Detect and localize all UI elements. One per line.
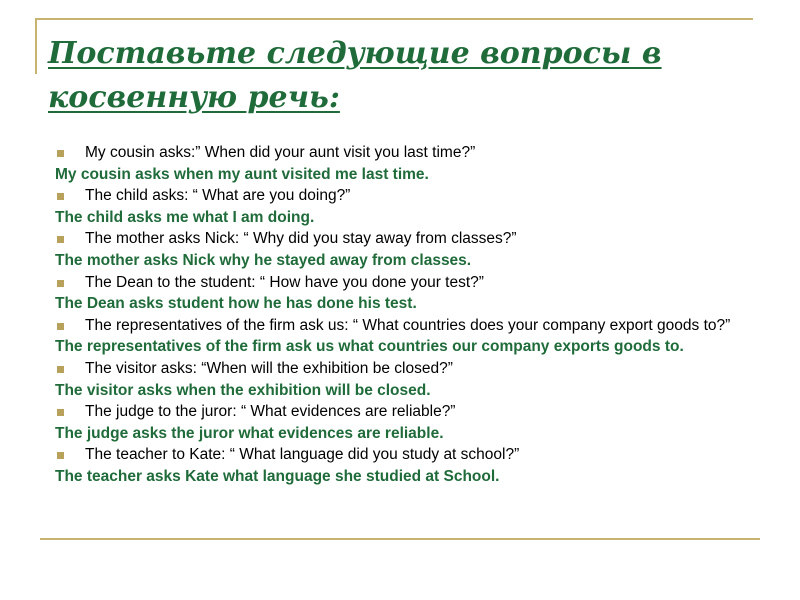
- question-item-1: [55, 143, 760, 163]
- question-text: The Dean to the student: “ How have you done your test?”: [85, 273, 484, 291]
- question-item-2: [55, 186, 760, 206]
- square-bullet-icon: [57, 366, 64, 373]
- slide-title: Поставьте следующие вопросы в косвенную речь:: [48, 36, 662, 115]
- square-bullet-icon: [57, 452, 64, 459]
- question-item-8: [55, 445, 760, 465]
- question-item-6: [55, 359, 760, 379]
- top-divider: [35, 18, 753, 20]
- exercise-list: [55, 143, 760, 489]
- answer-item-6: The visitor asks when the exhibition will be closed.: [55, 381, 431, 399]
- square-bullet-icon: [57, 409, 64, 416]
- question-text: The mother asks Nick: “ Why did you stay away from classes?”: [85, 230, 517, 248]
- question-text: The teacher to Kate: “ What language did you study at school?”: [85, 446, 520, 464]
- answer-item-8: The teacher asks Kate what language she studied at School.: [55, 467, 500, 485]
- question-item-3: [55, 229, 760, 249]
- square-bullet-icon: [57, 150, 64, 157]
- square-bullet-icon: [57, 193, 64, 200]
- question-item-5: [55, 316, 760, 336]
- answer-item-4: The Dean asks student how he has done his test.: [55, 295, 417, 313]
- square-bullet-icon: [57, 236, 64, 243]
- answer-item-7: The judge asks the juror what evidences are reliable.: [55, 424, 444, 442]
- question-item-4: [55, 273, 760, 293]
- question-text: The visitor asks: “When will the exhibition be closed?”: [85, 359, 453, 377]
- question-item-7: [55, 402, 760, 422]
- left-divider: [35, 18, 37, 74]
- question-text: The child asks: “ What are you doing?”: [85, 187, 351, 205]
- question-text: My cousin asks:” When did your aunt visit you last time?”: [85, 144, 476, 161]
- answer-item-2: The child asks me what I am doing.: [55, 208, 315, 226]
- question-text: The judge to the juror: “ What evidences are reliable?”: [85, 403, 456, 421]
- square-bullet-icon: [57, 323, 64, 330]
- answer-item-5: The representatives of the firm ask us what countries our company exports goods to.: [55, 338, 684, 356]
- square-bullet-icon: [57, 280, 64, 287]
- answer-item-1: My cousin asks when my aunt visited me last time.: [55, 165, 429, 183]
- answer-item-3: The mother asks Nick why he stayed away from classes.: [55, 251, 472, 269]
- bottom-divider: [40, 538, 760, 540]
- question-text: The representatives of the firm ask us: “ What countries does your company export goods to?”: [85, 316, 731, 334]
